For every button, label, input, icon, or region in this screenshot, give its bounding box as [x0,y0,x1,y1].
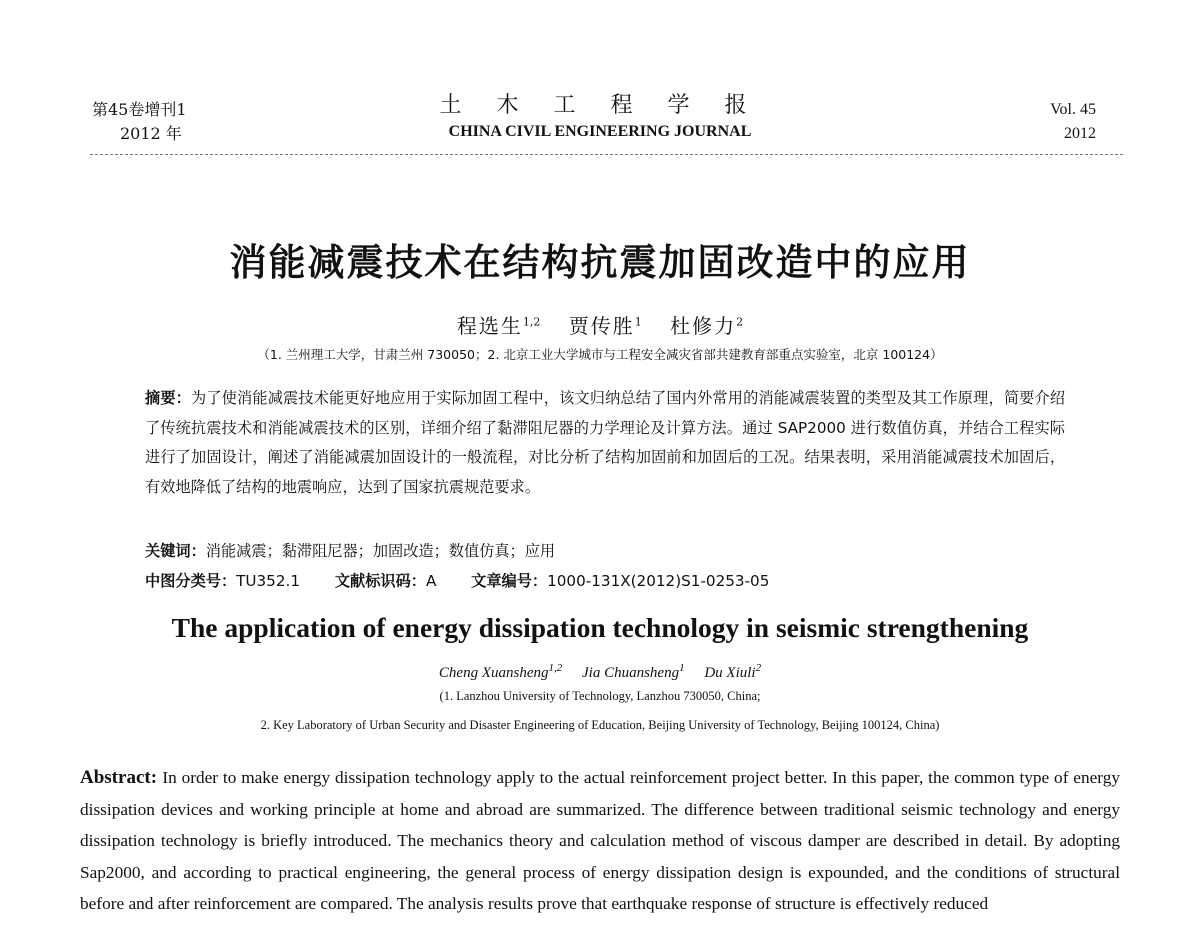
abstract-en-text: In order to make energy dissipation technology apply to the actual reinforcement project better. In this paper, the common type of energy dissipation devices and working principle at home and abroad are summarized. The difference between traditional seismic technology and energy dissipation technology is briefly introduced. The mechanics theory and calculation method of viscous damper are described in detail. By adopting Sap2000, and according to practical engineering, the general process of energy dissipation design is expounded, and the conditions of structural before and after reinforcement are compared. The analysis results prove that earthquake response of structure is effectively reduced [80,768,1120,913]
abstract-en: Abstract: In order to make energy dissipation technology apply to the actual reinforcement project better. In this paper, the common type of energy dissipation devices and working principle at home and abroad are summarized. The difference between traditional seismic technology and energy dissipation technology is briefly introduced. The mechanics theory and calculation method of viscous damper are described in detail. By adopting Sap2000, and according to practical engineering, the general process of energy dissipation design is expounded, and the conditions of structural before and after reinforcement are compared. The analysis results prove that earthquake response of structure is effectively reduced [80,767,1120,913]
volume-en: Vol. 45 [1050,101,1096,118]
header-volume-info [92,98,187,146]
affiliations-cn: （1. 兰州理工大学，甘肃兰州 730050；2. 北京工业大学城市与工程安全减灾省部共建教育部重点实验室，北京 100124） [257,347,943,362]
author-en: Cheng Xuansheng$^{1,2}$ [438,662,563,681]
abstract-cn-label: 摘要： [145,389,192,407]
abstract-en-label: Abstract [80,767,151,788]
header-vol-year [1050,98,1096,146]
year-en: 2012 [1064,125,1096,142]
volume-issue: 第45卷增刊1 [92,100,187,119]
classification-line [145,570,799,591]
header-divider [90,154,1123,155]
journal-name-cn: 土 木 工 程 学 报 [439,93,761,118]
article-number: 文章编号：1000-131X(2012)S1-0253-05 [471,572,770,590]
authors-cn [0,310,1200,339]
year-cn: 2012 年 [120,124,182,143]
document-code: 文献标识码：A [334,572,437,590]
journal-header [300,92,900,144]
author-cn: 程选生$^{1,2}$ [456,314,541,338]
affiliation-en-2: 2. Key Laboratory of Urban Security and Disaster Engineering of Education, Beijing University of Technology, Beijing 100124, China) [260,718,940,732]
author-cn: 杜修力$^2$ [670,314,744,338]
paper-title-en: The application of energy dissipation technology in seismic strengthening [171,612,1029,643]
keywords-cn-label: 关键词： [145,542,206,560]
authors-en [0,662,1200,682]
paper-title-cn: 消能减震技术在结构抗震加固改造中的应用 [229,241,971,284]
journal-name-en: CHINA CIVIL ENGINEERING JOURNAL [448,123,752,140]
keywords-cn [145,540,555,561]
abstract-cn-text: 为了使消能减震技术能更好地应用于实际加固工程中，该文归纳总结了国内外常用的消能减震装置的类型及其工作原理，简要介绍了传统抗震技术和消能减震技术的区别，详细介绍了黏滞阻尼器的力学理论及计算方法。通过 SAP2000 进行数值仿真，并结合工程实际进行了加固设计，阐述了消能减震加固设计的一般流程，对比分析了结构加固前和加固后的工况。结果表明，采用消能减震技术加固后，有效地降低了结构的地震响应，达到了国家抗震规范要求。 [145,389,1066,496]
keywords-cn-text: 消能减震；黏滞阻尼器；加固改造；数值仿真；应用 [205,542,556,560]
author-cn: 贾传胜$^1$ [568,314,642,338]
clc-code: 中图分类号：TU352.1 [145,572,300,590]
abstract-cn [145,384,1065,502]
author-en: Du Xiuli$^2$ [704,662,762,681]
author-en: Jia Chuansheng$^1$ [582,662,685,681]
affiliation-en-1: (1. Lanzhou University of Technology, Lanzhou 730050, China; [439,689,761,703]
